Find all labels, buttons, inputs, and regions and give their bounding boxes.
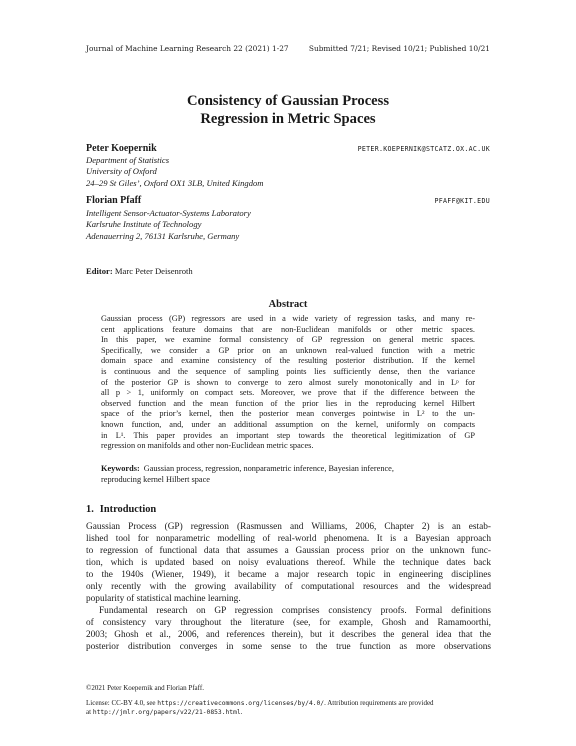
body-line: posterior distribution converges in some sense to the true function as more observations	[86, 641, 491, 652]
author-2-affiliation	[86, 208, 251, 242]
abstract-line: observed function and the mean function of the prior lies in the reproducing kernel Hilbert	[101, 398, 475, 408]
abstract-line: known function, and, under an additional assumption on the kernel, uniformly on compacts	[101, 419, 475, 429]
author-2-email[interactable]: PFAFF@KIT.EDU	[434, 197, 490, 205]
license-prefix: License: CC-BY 4.0, see	[86, 699, 158, 708]
section-title: Introduction	[99, 504, 157, 515]
editor-label: Editor:	[86, 266, 113, 276]
attribution-line	[86, 708, 491, 717]
license-suffix: . Attribution requirements are provided	[324, 699, 434, 708]
body-line: of consistency vary throughout the literature (see, for example, Ghosh and Ramamoorthi,	[86, 617, 491, 628]
attribution-prefix: at	[86, 708, 93, 717]
abstract-line: domain space and examine consistency of the resulting posterior distribution. If the kernel	[101, 356, 475, 366]
author-1-email[interactable]: PETER.KOEPERNIK@STCATZ.OX.AC.UK	[357, 145, 490, 153]
body-line: tion, which is updated based on noisy evaluations thereof. While the technique dates back	[86, 557, 491, 568]
footer-license	[86, 684, 491, 718]
abstract-line: of the posterior GP is shown to converge to zero almost surely monotonically and in Lᵖ for	[101, 377, 475, 387]
body-line: only recently with the growing availability of computational resources and the widespread	[86, 581, 491, 592]
license-line	[86, 699, 491, 708]
affiliation-line: Intelligent Sensor-Actuator-Systems Laboratory	[86, 208, 251, 218]
body-line: Fundamental research on GP regression comprises consistency proofs. Formal definitions	[99, 605, 491, 616]
affiliation-line: University of Oxford	[86, 166, 157, 177]
keywords-line: reproducing kernel Hilbert space	[101, 474, 210, 484]
section-heading	[86, 504, 156, 515]
body-line: to regression of functional data that assumes a Gaussian process prior on the unknown func-	[86, 545, 491, 556]
keywords-label: Keywords:	[101, 464, 140, 473]
abstract-heading: Abstract	[268, 299, 308, 310]
keywords-block	[101, 464, 475, 485]
editor-line	[86, 266, 193, 276]
body-line: 2003; Ghosh et al., 2006, and references therein), but it describes the general idea that the	[86, 629, 491, 640]
journal-citation: Journal of Machine Learning Research 22 (2021) 1-27	[86, 44, 289, 53]
running-header	[86, 44, 490, 53]
editor-name: Marc Peter Deisenroth	[114, 266, 193, 276]
body-text	[86, 522, 491, 653]
title-line-1: Consistency of Gaussian Process	[186, 93, 390, 109]
affiliation-line: Karlsruhe Institute of Technology	[86, 219, 202, 230]
title-line-2: Regression in Metric Spaces	[200, 111, 376, 127]
affiliation-line: Department of Statistics	[86, 155, 170, 165]
abstract-line: in L¹. This paper provides an important step towards the theoretical legitimization of GP	[101, 430, 475, 440]
submission-dates: Submitted 7/21; Revised 10/21; Published 10/21	[308, 44, 490, 53]
abstract-line: is continuous and the sequence of sampling points lies sufficiently dense, then the variance	[101, 366, 475, 376]
author-2	[86, 195, 490, 206]
keywords-line	[101, 464, 475, 475]
abstract-line: space of the prior’s kernel, then the posterior mean converges pointwise in L² to the un-	[101, 409, 475, 419]
abstract-line: regression on manifolds and other non-Euclidean metric spaces.	[101, 441, 314, 451]
copyright-line: ©2021 Peter Koepernik and Florian Pfaff.	[86, 684, 204, 692]
section-number: 1.	[86, 504, 94, 515]
attribution-link[interactable]: http://jmlr.org/papers/v22/21-0853.html	[92, 709, 241, 717]
abstract-line: Specifically, we consider a GP prior on an unknown real-valued function with a metric	[101, 345, 475, 355]
paper-title	[0, 92, 576, 128]
author-1	[86, 143, 490, 154]
abstract-line: In this paper, we examine formal consistency of GP regression on general metric spaces.	[101, 335, 475, 345]
license-link[interactable]: https://creativecommons.org/licenses/by/4.0/	[157, 700, 325, 708]
abstract-line: all p > 1, uniformly on compact sets. Moreover, we prove that if the difference between the	[101, 388, 475, 398]
abstract-line: Gaussian process (GP) regressors are used in a wide variety of regression tasks, and many re-	[101, 314, 475, 323]
author-1-affiliation	[86, 155, 264, 189]
author-2-name: Florian Pfaff	[86, 195, 142, 206]
abstract-line: cent applications feature domains that are non-Euclidean manifolds or other metric spaces.	[101, 324, 475, 334]
body-line: Gaussian Process (GP) regression (Rasmussen and Williams, 2006, Chapter 2) is an estab-	[86, 522, 491, 532]
keywords-text: Gaussian process, regression, nonparametric inference, Bayesian inference,	[143, 464, 394, 473]
body-line: popularity of statistical machine learning.	[86, 593, 241, 604]
author-1-name: Peter Koepernik	[86, 143, 157, 154]
abstract-text	[101, 314, 475, 452]
body-line: lished tool for nonparametric modelling of real-world phenomena. It is a Bayesian approach	[86, 533, 491, 544]
affiliation-line: 24–29 St Giles’, Oxford OX1 3LB, United Kingdom	[86, 177, 264, 188]
attribution-suffix: .	[240, 708, 243, 717]
affiliation-line: Adenauerring 2, 76131 Karlsruhe, Germany	[86, 230, 240, 241]
body-line: to the 1940s (Wiener, 1949), it became a major research topic in engineering disciplines	[86, 569, 491, 580]
